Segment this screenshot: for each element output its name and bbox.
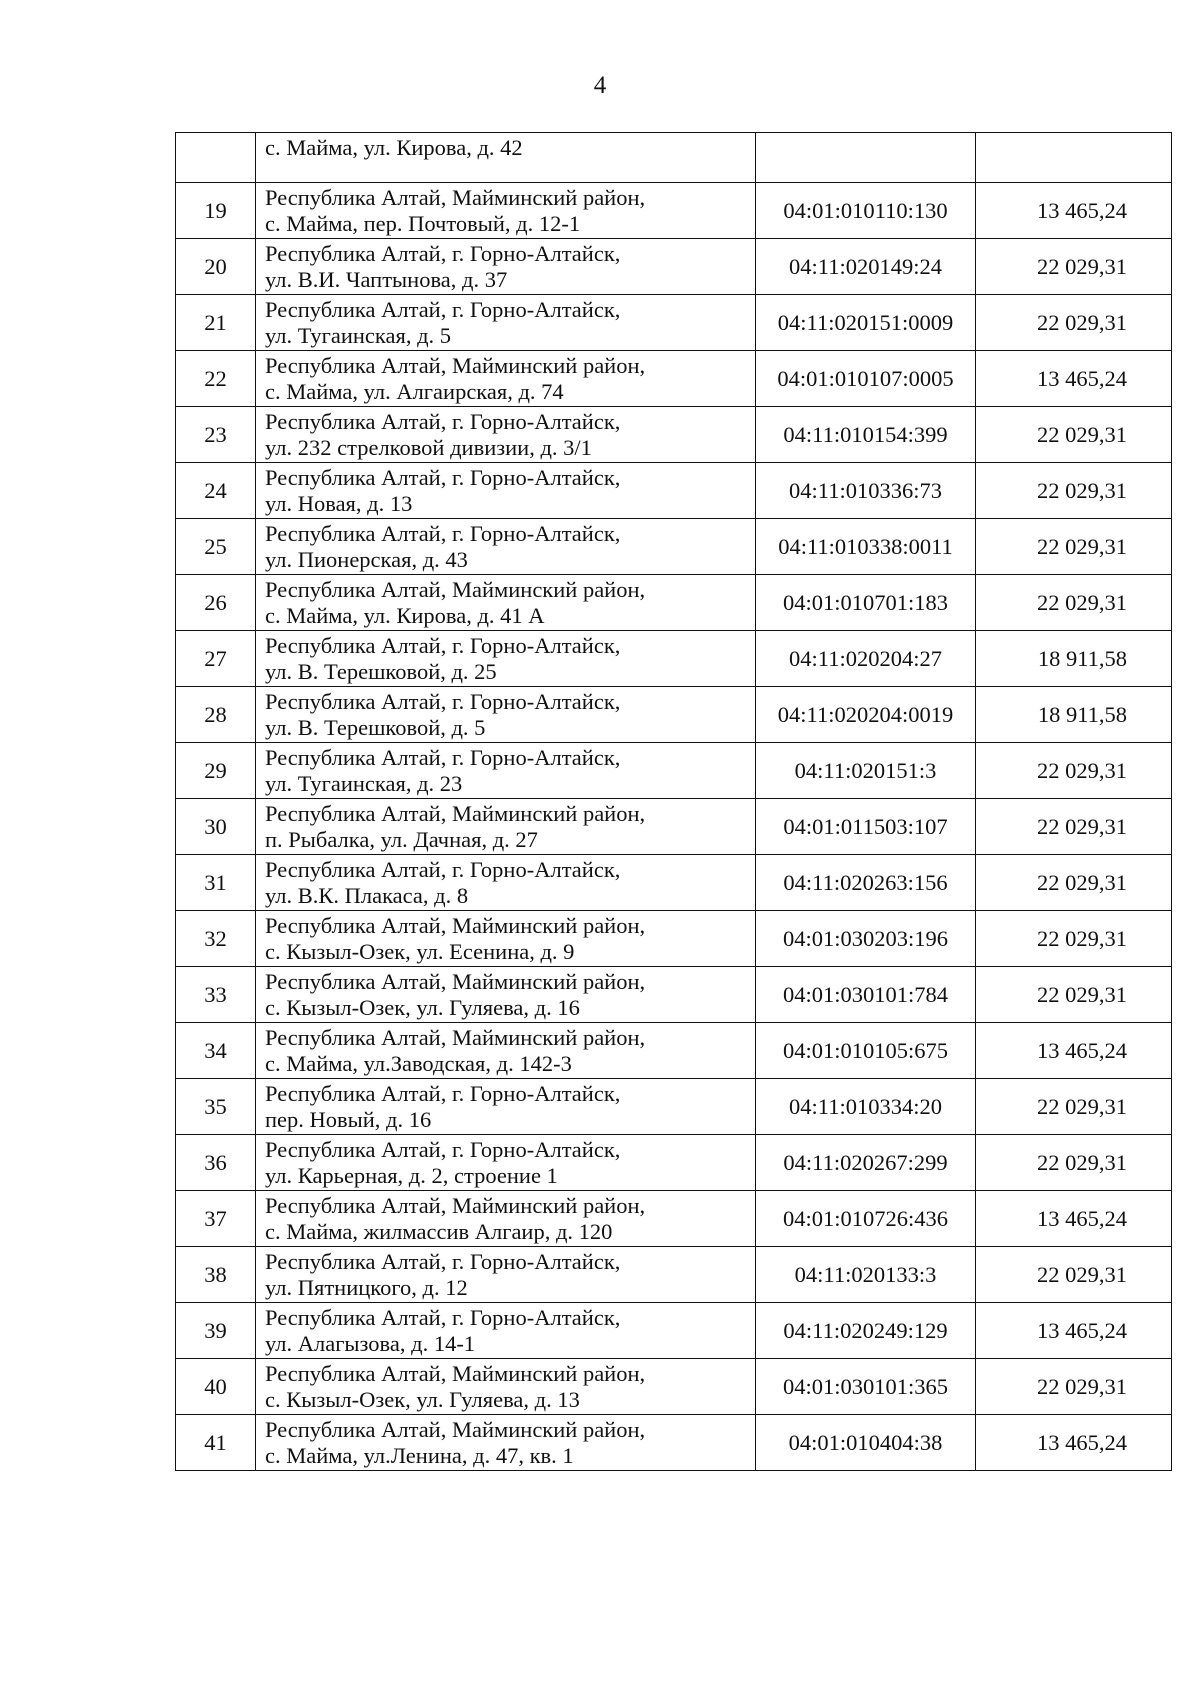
address-line: с. Майма, ул. Кирова, д. 42 bbox=[265, 135, 523, 160]
address-cell bbox=[256, 631, 756, 687]
address-line: Республика Алтай, г. Горно-Алтайск, bbox=[265, 408, 621, 434]
table-row bbox=[176, 687, 1172, 743]
address-cell bbox=[256, 855, 756, 911]
cadastral-number-cell: 04:11:020263:156 bbox=[756, 855, 976, 911]
address-line: Республика Алтай, г. Горно-Алтайск, bbox=[265, 1136, 621, 1162]
cadastral-number-cell: 04:11:020267:299 bbox=[756, 1135, 976, 1191]
table-row bbox=[176, 407, 1172, 463]
row-number-cell: 27 bbox=[176, 631, 256, 687]
table-row bbox=[176, 1415, 1172, 1471]
cadastral-number-cell: 04:01:030101:784 bbox=[756, 967, 976, 1023]
table-row bbox=[176, 1359, 1172, 1415]
row-number-cell: 31 bbox=[176, 855, 256, 911]
price-cell: 22 029,31 bbox=[976, 1359, 1172, 1415]
price-cell bbox=[976, 133, 1172, 183]
price-cell: 22 029,31 bbox=[976, 575, 1172, 631]
address-line: Республика Алтай, Майминский район, bbox=[265, 184, 646, 210]
table-row-continued bbox=[176, 133, 1172, 183]
price-cell: 22 029,31 bbox=[976, 743, 1172, 799]
address-line: Республика Алтай, Майминский район, bbox=[265, 1360, 646, 1386]
address-line: Республика Алтай, г. Горно-Алтайск, bbox=[265, 464, 621, 490]
table-row bbox=[176, 463, 1172, 519]
address-line: ул. В.К. Плакаса, д. 8 bbox=[265, 882, 469, 908]
address-cell bbox=[256, 1359, 756, 1415]
table-row bbox=[176, 631, 1172, 687]
address-cell bbox=[256, 239, 756, 295]
table-row bbox=[176, 799, 1172, 855]
cadastral-number-cell: 04:11:020133:3 bbox=[756, 1247, 976, 1303]
row-number-cell bbox=[176, 133, 256, 183]
address-line: Республика Алтай, Майминский район, bbox=[265, 800, 646, 826]
price-cell: 22 029,31 bbox=[976, 967, 1172, 1023]
address-cell bbox=[256, 1135, 756, 1191]
page-number: 4 bbox=[593, 72, 607, 99]
cadastral-number-cell: 04:11:020204:0019 bbox=[756, 687, 976, 743]
cadastral-number-cell: 04:01:010404:38 bbox=[756, 1415, 976, 1471]
address-line: Республика Алтай, Майминский район, bbox=[265, 1024, 646, 1050]
price-cell: 13 465,24 bbox=[976, 1415, 1172, 1471]
cadastral-number-cell: 04:01:030203:196 bbox=[756, 911, 976, 967]
table-row bbox=[176, 1247, 1172, 1303]
row-number-cell: 40 bbox=[176, 1359, 256, 1415]
row-number-cell: 26 bbox=[176, 575, 256, 631]
address-line: с. Майма, жилмассив Алгаир, д. 120 bbox=[265, 1218, 613, 1244]
table-row bbox=[176, 1303, 1172, 1359]
address-cell bbox=[256, 519, 756, 575]
address-line: с. Кызыл-Озек, ул. Есенина, д. 9 bbox=[265, 938, 575, 964]
address-line: Республика Алтай, г. Горно-Алтайск, bbox=[265, 1080, 621, 1106]
cadastral-number-cell: 04:11:020151:3 bbox=[756, 743, 976, 799]
address-line: Республика Алтай, Майминский район, bbox=[265, 1192, 646, 1218]
address-line: с. Кызыл-Озек, ул. Гуляева, д. 16 bbox=[265, 994, 580, 1020]
price-cell: 22 029,31 bbox=[976, 519, 1172, 575]
cadastral-number-cell: 04:01:010726:436 bbox=[756, 1191, 976, 1247]
address-line: Республика Алтай, г. Горно-Алтайск, bbox=[265, 1248, 621, 1274]
address-line: ул. В. Терешковой, д. 25 bbox=[265, 658, 497, 684]
price-cell: 22 029,31 bbox=[976, 463, 1172, 519]
table-row bbox=[176, 911, 1172, 967]
address-line: Республика Алтай, Майминский район, bbox=[265, 1416, 646, 1442]
table-row bbox=[176, 575, 1172, 631]
cadastral-number-cell: 04:01:010105:675 bbox=[756, 1023, 976, 1079]
address-line: с. Майма, ул. Кирова, д. 41 А bbox=[265, 602, 545, 628]
property-table-body bbox=[176, 133, 1172, 1471]
address-line: ул. В.И. Чаптынова, д. 37 bbox=[265, 266, 508, 292]
cadastral-number-cell: 04:11:020249:129 bbox=[756, 1303, 976, 1359]
address-line: Республика Алтай, г. Горно-Алтайск, bbox=[265, 240, 621, 266]
address-cell bbox=[256, 351, 756, 407]
address-cell bbox=[256, 799, 756, 855]
address-line: Республика Алтай, г. Горно-Алтайск, bbox=[265, 688, 621, 714]
row-number-cell: 23 bbox=[176, 407, 256, 463]
address-cell bbox=[256, 575, 756, 631]
address-cell bbox=[256, 463, 756, 519]
cadastral-number-cell: 04:01:010701:183 bbox=[756, 575, 976, 631]
cadastral-number-cell: 04:11:010334:20 bbox=[756, 1079, 976, 1135]
row-number-cell: 25 bbox=[176, 519, 256, 575]
price-cell: 22 029,31 bbox=[976, 407, 1172, 463]
row-number-cell: 21 bbox=[176, 295, 256, 351]
address-line: ул. 232 стрелковой дивизии, д. 3/1 bbox=[265, 434, 592, 460]
property-table bbox=[175, 132, 1172, 1471]
price-cell: 22 029,31 bbox=[976, 911, 1172, 967]
price-cell: 13 465,24 bbox=[976, 351, 1172, 407]
cadastral-number-cell: 04:01:010107:0005 bbox=[756, 351, 976, 407]
address-line: Республика Алтай, Майминский район, bbox=[265, 912, 646, 938]
row-number-cell: 41 bbox=[176, 1415, 256, 1471]
price-cell: 22 029,31 bbox=[976, 799, 1172, 855]
address-line: Республика Алтай, Майминский район, bbox=[265, 576, 646, 602]
row-number-cell: 28 bbox=[176, 687, 256, 743]
address-line: пер. Новый, д. 16 bbox=[265, 1106, 432, 1132]
row-number-cell: 19 bbox=[176, 183, 256, 239]
price-cell: 22 029,31 bbox=[976, 1135, 1172, 1191]
table-row bbox=[176, 295, 1172, 351]
address-cell bbox=[256, 911, 756, 967]
table-row bbox=[176, 1079, 1172, 1135]
row-number-cell: 37 bbox=[176, 1191, 256, 1247]
row-number-cell: 35 bbox=[176, 1079, 256, 1135]
address-line: с. Майма, пер. Почтовый, д. 12-1 bbox=[265, 210, 581, 236]
cadastral-number-cell: 04:11:020151:0009 bbox=[756, 295, 976, 351]
address-line: Республика Алтай, г. Горно-Алтайск, bbox=[265, 856, 621, 882]
address-cell bbox=[256, 183, 756, 239]
row-number-cell: 22 bbox=[176, 351, 256, 407]
row-number-cell: 36 bbox=[176, 1135, 256, 1191]
price-cell: 18 911,58 bbox=[976, 687, 1172, 743]
row-number-cell: 33 bbox=[176, 967, 256, 1023]
price-cell: 13 465,24 bbox=[976, 1191, 1172, 1247]
address-cell bbox=[256, 1415, 756, 1471]
row-number-cell: 20 bbox=[176, 239, 256, 295]
price-cell: 22 029,31 bbox=[976, 239, 1172, 295]
address-line: с. Майма, ул.Ленина, д. 47, кв. 1 bbox=[265, 1442, 574, 1468]
price-cell: 13 465,24 bbox=[976, 1023, 1172, 1079]
table-row bbox=[176, 183, 1172, 239]
address-line: ул. Пионерская, д. 43 bbox=[265, 546, 468, 572]
price-cell: 22 029,31 bbox=[976, 295, 1172, 351]
address-line: ул. Карьерная, д. 2, строение 1 bbox=[265, 1162, 558, 1188]
address-cell bbox=[256, 407, 756, 463]
cadastral-number-cell: 04:01:011503:107 bbox=[756, 799, 976, 855]
row-number-cell: 24 bbox=[176, 463, 256, 519]
cadastral-number-cell bbox=[756, 133, 976, 183]
price-cell: 22 029,31 bbox=[976, 1079, 1172, 1135]
cadastral-number-cell: 04:11:020149:24 bbox=[756, 239, 976, 295]
price-cell: 22 029,31 bbox=[976, 1247, 1172, 1303]
address-line: Республика Алтай, Майминский район, bbox=[265, 352, 646, 378]
address-line: Республика Алтай, г. Горно-Алтайск, bbox=[265, 1304, 621, 1330]
table-row bbox=[176, 1135, 1172, 1191]
table-row bbox=[176, 351, 1172, 407]
price-cell: 13 465,24 bbox=[976, 1303, 1172, 1359]
cadastral-number-cell: 04:01:030101:365 bbox=[756, 1359, 976, 1415]
row-number-cell: 32 bbox=[176, 911, 256, 967]
address-line: Республика Алтай, г. Горно-Алтайск, bbox=[265, 520, 621, 546]
address-line: Республика Алтай, г. Горно-Алтайск, bbox=[265, 632, 621, 658]
row-number-cell: 29 bbox=[176, 743, 256, 799]
address-cell bbox=[256, 1079, 756, 1135]
address-line: Республика Алтай, г. Горно-Алтайск, bbox=[265, 744, 621, 770]
table-row bbox=[176, 1023, 1172, 1079]
address-cell bbox=[256, 133, 756, 183]
address-cell bbox=[256, 295, 756, 351]
row-number-cell: 39 bbox=[176, 1303, 256, 1359]
cadastral-number-cell: 04:11:010338:0011 bbox=[756, 519, 976, 575]
table-row bbox=[176, 743, 1172, 799]
table-row bbox=[176, 855, 1172, 911]
table-row bbox=[176, 1191, 1172, 1247]
price-cell: 22 029,31 bbox=[976, 855, 1172, 911]
address-cell bbox=[256, 1303, 756, 1359]
address-cell bbox=[256, 743, 756, 799]
address-cell bbox=[256, 687, 756, 743]
address-cell bbox=[256, 1023, 756, 1079]
address-cell bbox=[256, 967, 756, 1023]
address-line: с. Кызыл-Озек, ул. Гуляева, д. 13 bbox=[265, 1386, 580, 1412]
address-line: с. Майма, ул.Заводская, д. 142-3 bbox=[265, 1050, 572, 1076]
address-line: ул. Новая, д. 13 bbox=[265, 490, 413, 516]
row-number-cell: 30 bbox=[176, 799, 256, 855]
cadastral-number-cell: 04:11:010154:399 bbox=[756, 407, 976, 463]
cadastral-number-cell: 04:01:010110:130 bbox=[756, 183, 976, 239]
row-number-cell: 34 bbox=[176, 1023, 256, 1079]
address-line: ул. Пятницкого, д. 12 bbox=[265, 1274, 468, 1300]
table-row bbox=[176, 239, 1172, 295]
address-line: Республика Алтай, Майминский район, bbox=[265, 968, 646, 994]
cadastral-number-cell: 04:11:010336:73 bbox=[756, 463, 976, 519]
table-row bbox=[176, 967, 1172, 1023]
address-cell bbox=[256, 1247, 756, 1303]
table-row bbox=[176, 519, 1172, 575]
address-line: ул. Тугаинская, д. 23 bbox=[265, 770, 463, 796]
address-line: с. Майма, ул. Алгаирская, д. 74 bbox=[265, 378, 564, 404]
address-line: ул. Тугаинская, д. 5 bbox=[265, 322, 452, 348]
row-number-cell: 38 bbox=[176, 1247, 256, 1303]
price-cell: 18 911,58 bbox=[976, 631, 1172, 687]
address-cell bbox=[256, 1191, 756, 1247]
address-line: ул. Алагызова, д. 14-1 bbox=[265, 1330, 476, 1356]
address-line: п. Рыбалка, ул. Дачная, д. 27 bbox=[265, 826, 538, 852]
cadastral-number-cell: 04:11:020204:27 bbox=[756, 631, 976, 687]
address-line: ул. В. Терешковой, д. 5 bbox=[265, 714, 486, 740]
price-cell: 13 465,24 bbox=[976, 183, 1172, 239]
address-line: Республика Алтай, г. Горно-Алтайск, bbox=[265, 296, 621, 322]
